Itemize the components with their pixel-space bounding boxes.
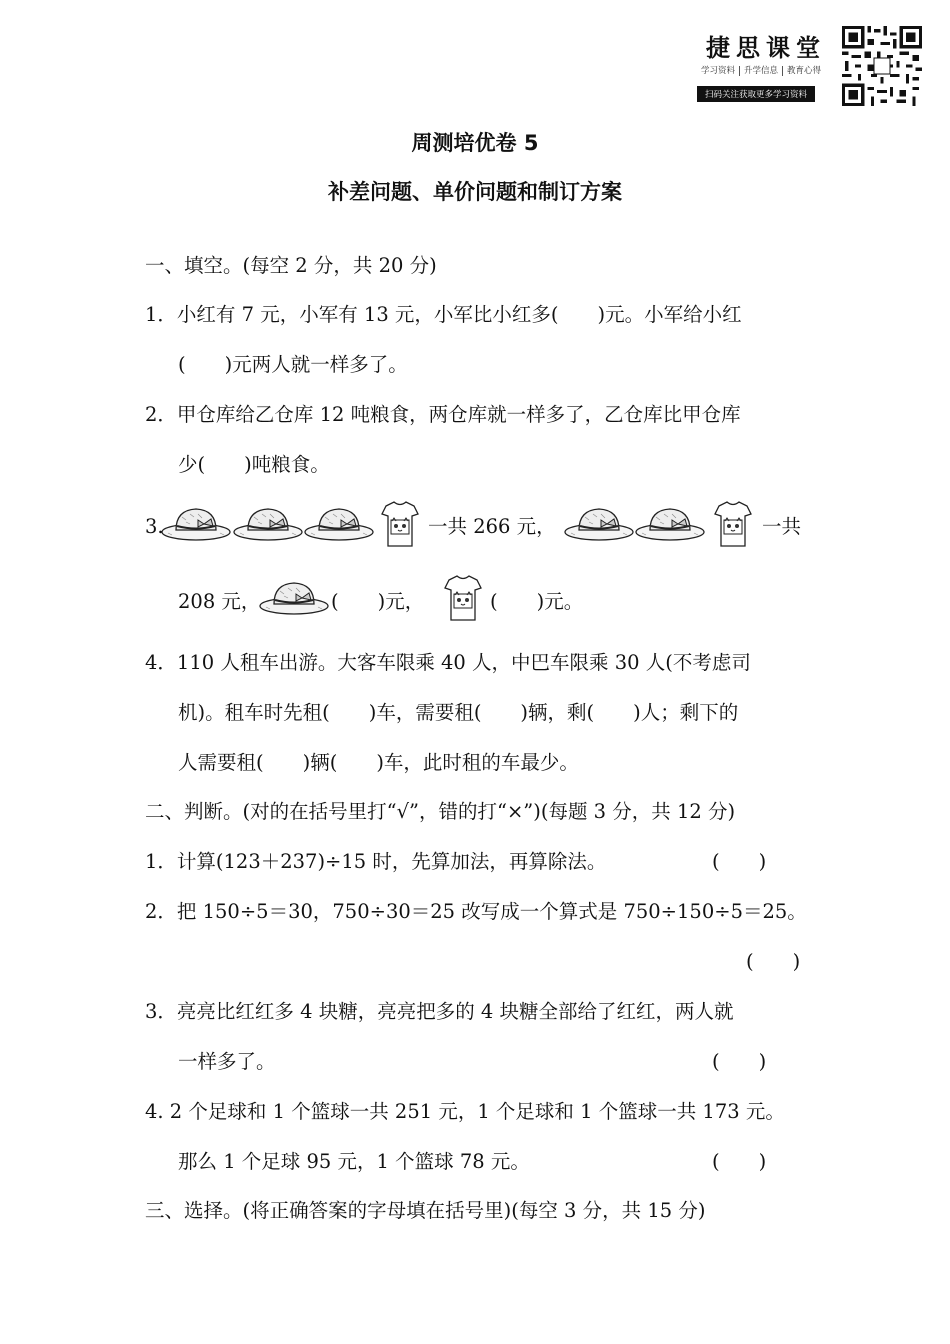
brand-name: 捷思课堂 <box>706 33 826 62</box>
hat-icon <box>303 502 375 542</box>
answer-bracket[interactable]: ( ) <box>712 1050 767 1073</box>
question-2-4-line2: 那么 1 个足球 95 元，1 个篮球 78 元。 <box>178 1150 530 1173</box>
hat-icon <box>160 502 232 542</box>
answer-bracket[interactable]: ( ) <box>746 950 801 973</box>
question-2-1: 1．计算(123＋237)÷15 时，先算加法，再算除法。 <box>145 850 607 873</box>
question-2-3-line2: 一样多了。 <box>178 1050 276 1073</box>
tshirt-icon <box>443 574 483 624</box>
question-1-4-line3: 人需要租( )辆( )车，此时租的车最少。 <box>178 751 579 774</box>
hat-icon <box>232 502 304 542</box>
question-1-2-line1: 2．甲仓库给乙仓库 12 吨粮食，两仓库就一样多了，乙仓库比甲仓库 <box>145 403 741 426</box>
tshirt-icon <box>713 500 753 550</box>
tshirt-icon <box>380 500 420 550</box>
brand-slogan: 扫码关注获取更多学习资料 <box>697 86 815 102</box>
question-2-4-line1: 4. 2 个足球和 1 个篮球一共 251 元，1 个足球和 1 个篮球一共 173 元。 <box>145 1100 785 1123</box>
question-1-3-text-a: 一共 266 元， <box>428 515 556 538</box>
question-1-1-line1: 1．小红有 7 元，小军有 13 元，小军比小红多( )元。小军给小红 <box>145 303 742 326</box>
answer-bracket[interactable]: ( ) <box>712 1150 767 1173</box>
section2-heading: 二、判断。(对的在括号里打“√”，错的打“×”)(每题 3 分，共 12 分) <box>145 800 736 823</box>
hat-icon <box>634 502 706 542</box>
page-subtitle: 补差问题、单价问题和制订方案 <box>328 180 622 204</box>
question-1-3-text-c: 208 元， <box>178 590 261 613</box>
question-1-1-line2: ( )元两人就一样多了。 <box>178 353 408 376</box>
question-2-3-line1: 3．亮亮比红红多 4 块糖，亮亮把多的 4 块糖全部给了红红，两人就 <box>145 1000 734 1023</box>
qr-code[interactable] <box>842 26 922 110</box>
question-1-3-text-d: ( )元， <box>331 590 425 613</box>
brand-tag: 升学信息 <box>740 66 783 76</box>
question-1-2-line2: 少( )吨粮食。 <box>178 453 330 476</box>
section1-heading: 一、填空。(每空 2 分，共 20 分) <box>145 254 437 277</box>
question-1-3-text-b: 一共 <box>762 515 802 538</box>
brand-tags <box>697 64 825 76</box>
brand-tag: 学习资料 <box>697 66 740 76</box>
section3-heading: 三、选择。(将正确答案的字母填在括号里)(每空 3 分，共 15 分) <box>145 1199 706 1222</box>
page-title: 周测培优卷 5 <box>411 131 539 155</box>
question-2-2: 2．把 150÷5＝30，750÷30＝25 改写成一个算式是 750÷150÷5＝25。 <box>145 900 807 923</box>
hat-icon <box>563 502 635 542</box>
hat-icon <box>258 576 330 616</box>
question-1-4-line1: 4．110 人租车出游。大客车限乘 40 人，中巴车限乘 30 人(不考虑司 <box>145 651 751 674</box>
question-1-3-number: 3. <box>145 515 164 538</box>
question-1-3-text-e: ( )元。 <box>490 590 584 613</box>
question-1-4-line2: 机)。租车时先租( )车，需要租( )辆，剩( )人；剩下的 <box>178 701 739 724</box>
brand-tag: 教育心得 <box>787 66 822 76</box>
answer-bracket[interactable]: ( ) <box>712 850 767 873</box>
